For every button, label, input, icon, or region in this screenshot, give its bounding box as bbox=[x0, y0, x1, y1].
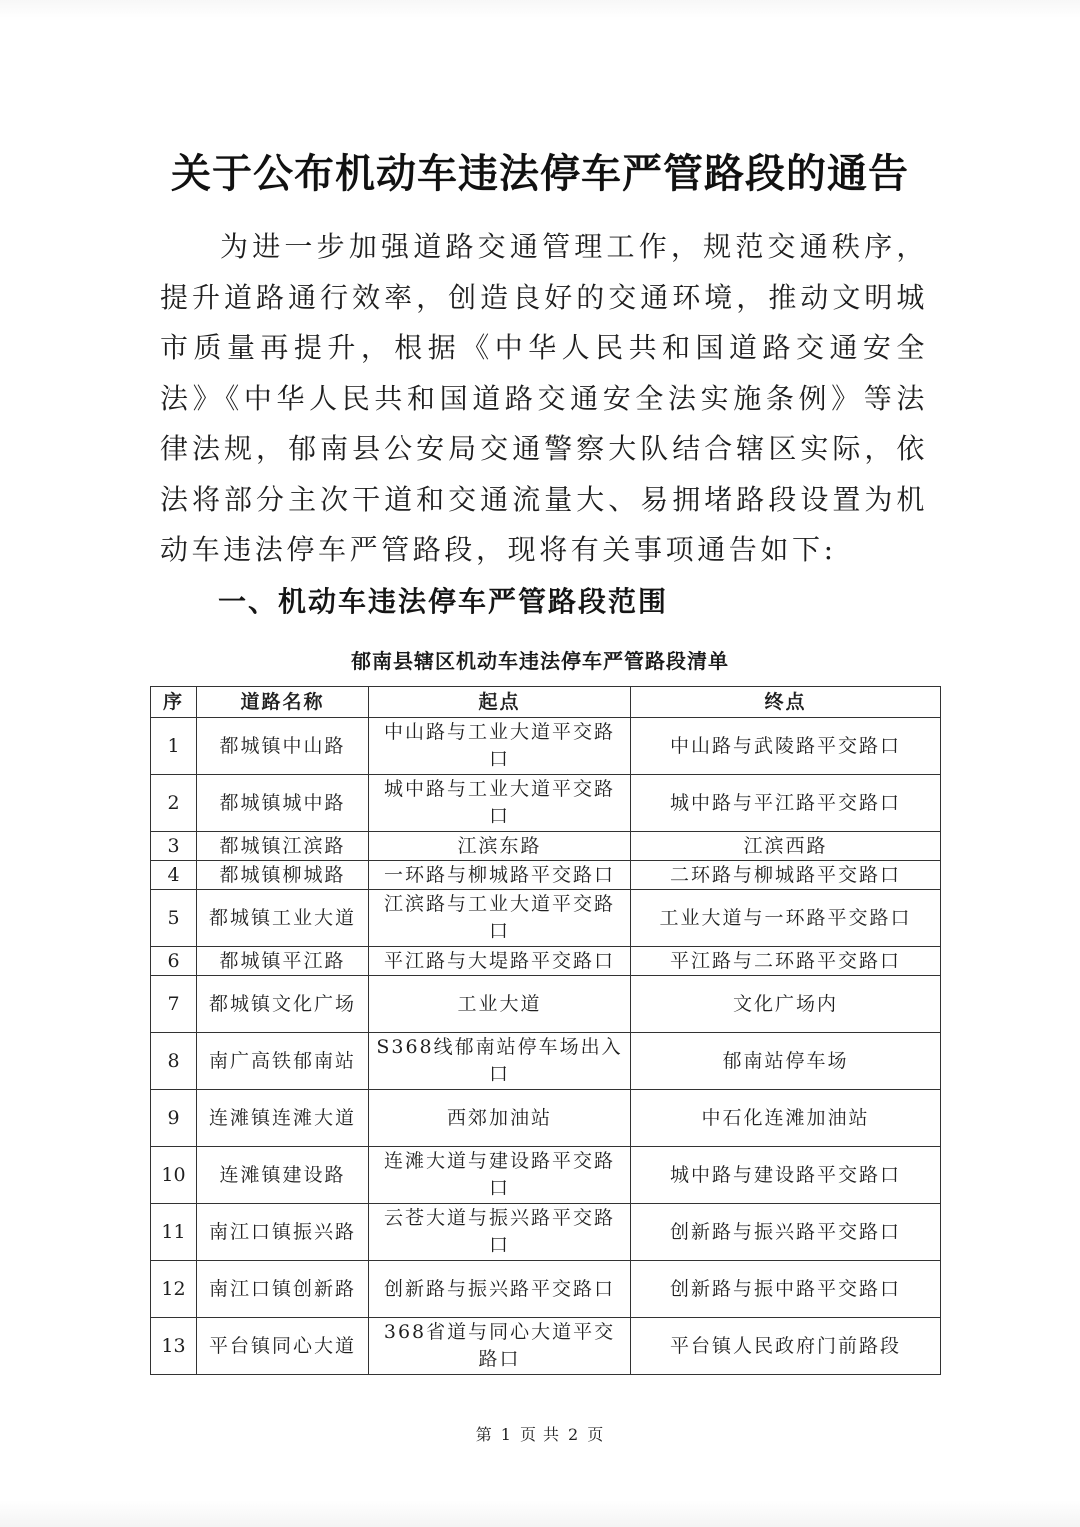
document-title: 关于公布机动车违法停车严管路段的通告 bbox=[171, 151, 909, 197]
table-row bbox=[151, 1261, 941, 1318]
row-index: 5 bbox=[151, 890, 197, 947]
row-index: 3 bbox=[151, 832, 197, 861]
row-end: 江滨西路 bbox=[631, 832, 941, 861]
header-index: 序 bbox=[151, 687, 197, 718]
row-index: 12 bbox=[151, 1261, 197, 1318]
row-index: 1 bbox=[151, 718, 197, 775]
table-row bbox=[151, 775, 941, 832]
footer-page-current: 1 bbox=[500, 1425, 512, 1444]
row-start: 云苍大道与振兴路平交路口 bbox=[369, 1204, 631, 1261]
table-header-row bbox=[151, 687, 941, 718]
row-end: 二环路与柳城路平交路口 bbox=[631, 861, 941, 890]
row-index: 7 bbox=[151, 976, 197, 1033]
table-row bbox=[151, 1147, 941, 1204]
row-start: 江滨路与工业大道平交路口 bbox=[369, 890, 631, 947]
row-index: 2 bbox=[151, 775, 197, 832]
table-row bbox=[151, 1090, 941, 1147]
row-start: 连滩大道与建设路平交路口 bbox=[369, 1147, 631, 1204]
table-caption: 郁南县辖区机动车违法停车严管路段清单 bbox=[351, 649, 729, 673]
row-road-name: 都城镇工业大道 bbox=[197, 890, 369, 947]
table-row bbox=[151, 861, 941, 890]
row-end: 中山路与武陵路平交路口 bbox=[631, 718, 941, 775]
row-start: 江滨东路 bbox=[369, 832, 631, 861]
table-row bbox=[151, 1204, 941, 1261]
table-row bbox=[151, 947, 941, 976]
row-road-name: 都城镇平江路 bbox=[197, 947, 369, 976]
table-row bbox=[151, 890, 941, 947]
header-road-name: 道路名称 bbox=[197, 687, 369, 718]
row-index: 8 bbox=[151, 1033, 197, 1090]
row-start: 西郊加油站 bbox=[369, 1090, 631, 1147]
row-road-name: 都城镇中山路 bbox=[197, 718, 369, 775]
row-road-name: 都城镇柳城路 bbox=[197, 861, 369, 890]
row-start: 创新路与振兴路平交路口 bbox=[369, 1261, 631, 1318]
row-end: 城中路与建设路平交路口 bbox=[631, 1147, 941, 1204]
footer-page-total: 2 bbox=[568, 1425, 580, 1444]
footer-page-prefix: 第 bbox=[475, 1425, 493, 1444]
row-start: 工业大道 bbox=[369, 976, 631, 1033]
header-end: 终点 bbox=[631, 687, 941, 718]
table-row bbox=[151, 1318, 941, 1375]
row-index: 4 bbox=[151, 861, 197, 890]
row-end: 创新路与振中路平交路口 bbox=[631, 1261, 941, 1318]
row-road-name: 南广高铁郁南站 bbox=[197, 1033, 369, 1090]
row-start: 368省道与同心大道平交路口 bbox=[369, 1318, 631, 1375]
row-end: 中石化连滩加油站 bbox=[631, 1090, 941, 1147]
row-road-name: 都城镇城中路 bbox=[197, 775, 369, 832]
row-index: 9 bbox=[151, 1090, 197, 1147]
row-road-name: 平台镇同心大道 bbox=[197, 1318, 369, 1375]
row-end: 平台镇人民政府门前路段 bbox=[631, 1318, 941, 1375]
row-road-name: 连滩镇建设路 bbox=[197, 1147, 369, 1204]
row-end: 工业大道与一环路平交路口 bbox=[631, 890, 941, 947]
row-index: 6 bbox=[151, 947, 197, 976]
row-road-name: 南江口镇振兴路 bbox=[197, 1204, 369, 1261]
row-index: 13 bbox=[151, 1318, 197, 1375]
row-end: 平江路与二环路平交路口 bbox=[631, 947, 941, 976]
row-start: 平江路与大堤路平交路口 bbox=[369, 947, 631, 976]
row-index: 10 bbox=[151, 1147, 197, 1204]
row-start: 城中路与工业大道平交路口 bbox=[369, 775, 631, 832]
header-start: 起点 bbox=[369, 687, 631, 718]
footer-page-suffix: 页 bbox=[587, 1425, 605, 1444]
table-row bbox=[151, 718, 941, 775]
row-end: 创新路与振兴路平交路口 bbox=[631, 1204, 941, 1261]
row-end: 文化广场内 bbox=[631, 976, 941, 1033]
section-heading: 一、机动车违法停车严管路段范围 bbox=[218, 585, 669, 618]
table-row bbox=[151, 976, 941, 1033]
row-start: 中山路与工业大道平交路口 bbox=[369, 718, 631, 775]
footer-page-mid: 页 共 bbox=[519, 1425, 561, 1444]
row-start: S368线郁南站停车场出入口 bbox=[369, 1033, 631, 1090]
table-row bbox=[151, 1033, 941, 1090]
row-road-name: 南江口镇创新路 bbox=[197, 1261, 369, 1318]
road-list-table bbox=[150, 686, 941, 1375]
row-road-name: 连滩镇连滩大道 bbox=[197, 1090, 369, 1147]
row-index: 11 bbox=[151, 1204, 197, 1261]
row-start: 一环路与柳城路平交路口 bbox=[369, 861, 631, 890]
row-end: 城中路与平江路平交路口 bbox=[631, 775, 941, 832]
page-footer bbox=[0, 1422, 1080, 1445]
row-road-name: 都城镇文化广场 bbox=[197, 976, 369, 1033]
intro-paragraph: 为进一步加强道路交通管理工作，规范交通秩序，提升道路通行效率，创造良好的交通环境，推动文明城市质量再提升，根据《中华人民共和国道路交通安全法》《中华人民共和国道路交通安全法实施条例》等法律法规，郁南县公安局交通警察大队结合辖区实际，依法将部分主次干道和交通流量大、易拥堵路段设置为机动车违法停车严管路段，现将有关事项通告如下: bbox=[160, 230, 928, 566]
table-row bbox=[151, 832, 941, 861]
row-road-name: 都城镇江滨路 bbox=[197, 832, 369, 861]
row-end: 郁南站停车场 bbox=[631, 1033, 941, 1090]
